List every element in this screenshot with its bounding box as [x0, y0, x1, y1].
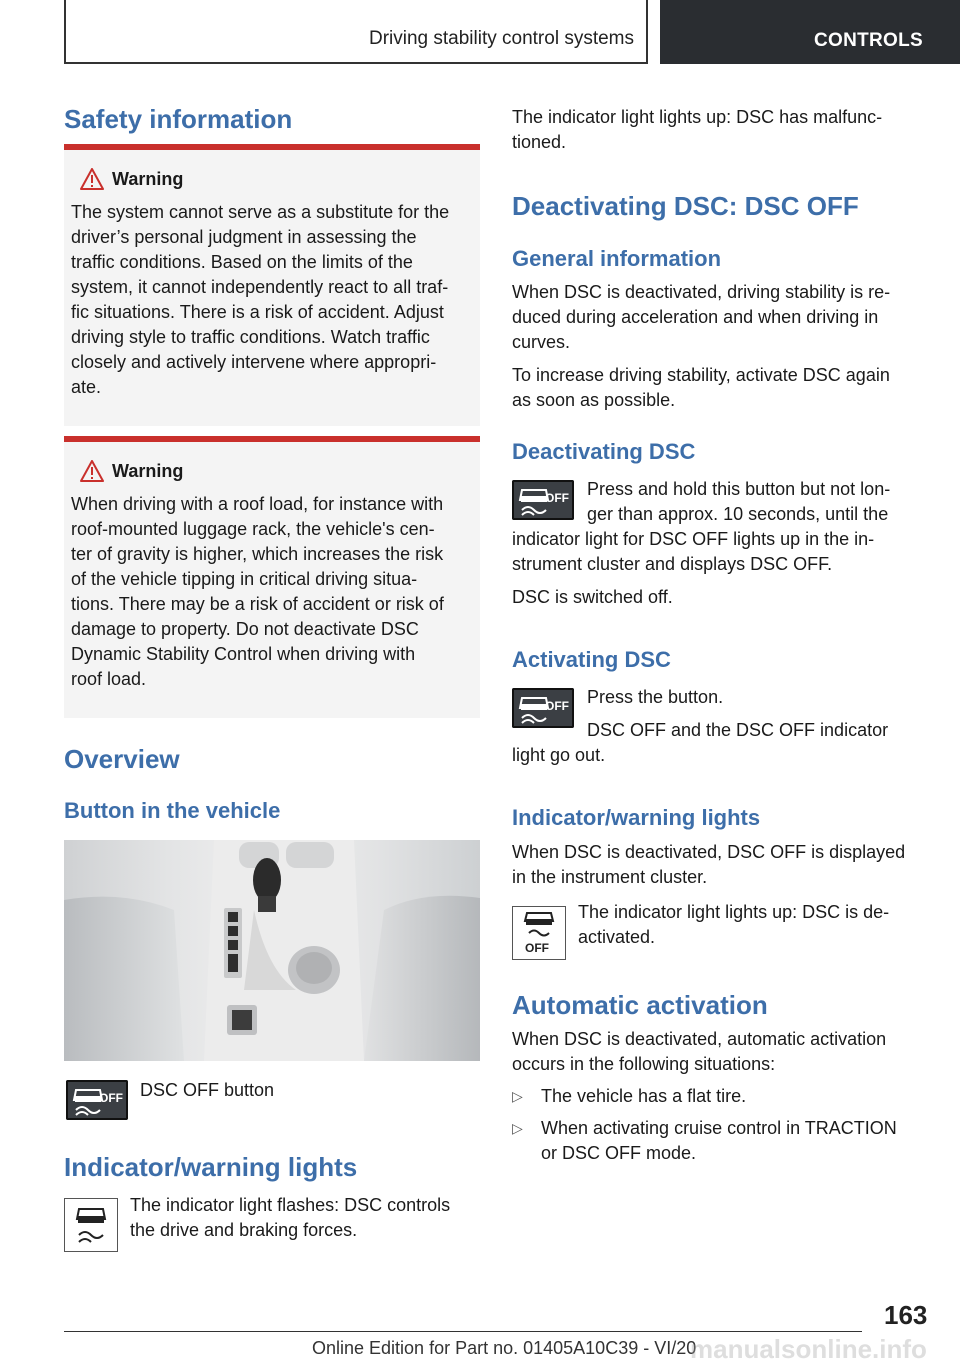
warning-label-2: Warning [112, 461, 184, 481]
warning1-line: driving style to traffic conditions. Watch traffic [71, 327, 430, 347]
ind-displayed-text [512, 840, 905, 890]
warning-box-1 [64, 144, 480, 426]
warning1-line: ate. [71, 377, 102, 397]
ind-line: When DSC is deactivated, DSC OFF is displayed [512, 842, 906, 862]
bullet-text: The vehicle has a flat tire. [541, 1086, 747, 1106]
bullet-line: When activating cruise control in TRACTION [541, 1118, 897, 1138]
dsc-off-button-icon [512, 688, 574, 728]
warning1-line: The system cannot serve as a substitute for the [71, 202, 450, 222]
deact-line: ger than approx. 10 seconds, until the [587, 504, 889, 524]
ind-line: in the instrument cluster. [512, 867, 708, 887]
indicator-line: the drive and braking forces. [130, 1220, 358, 1240]
ind2-line: activated. [578, 927, 656, 947]
indicator-flash-text [130, 1193, 450, 1243]
deact-line: Press and hold this button but not lon- [587, 479, 891, 499]
general-information-text [512, 280, 890, 355]
dsc-off-button-caption: DSC OFF button [140, 1080, 275, 1100]
deact-text-indented [587, 477, 890, 527]
intro-line: tioned. [512, 132, 567, 152]
bullet-line: or DSC OFF mode. [541, 1143, 697, 1163]
dsc-indicator-lamp-icon [64, 1198, 118, 1252]
indicator-heading-left: Indicator/warning lights [64, 1152, 358, 1182]
overview-heading: Overview [64, 744, 180, 774]
warning1-line: closely and actively intervene where appropri- [71, 352, 437, 372]
act-text-indented: DSC OFF and the DSC OFF indicator [587, 720, 889, 740]
ind2-line: The indicator light lights up: DSC is de- [578, 902, 890, 922]
general-information-heading: General information [512, 246, 722, 271]
warning2-line: roof-mounted luggage rack, the vehicle's cen- [71, 519, 435, 539]
ind-deactivated-text [578, 900, 889, 950]
dsc-switched-off-text: DSC is switched off. [512, 587, 673, 607]
bullet-text [541, 1116, 931, 1166]
warning-label-1: Warning [112, 169, 184, 189]
off-label: OFF [545, 491, 569, 505]
deact-text-full [512, 527, 874, 577]
warning1-line: traffic conditions. Based on the limits of the [71, 252, 413, 272]
header-section-tab [64, 0, 648, 64]
skidding-car-icon [65, 1199, 117, 1251]
section-title: Driving stability control systems [368, 28, 634, 49]
deactivating-dsc-heading: Deactivating DSC [512, 439, 696, 464]
warning2-line: tions. There may be a risk of accident or risk of [71, 594, 444, 614]
warning2-line: roof load. [71, 669, 147, 689]
warning-triangle-icon [80, 460, 104, 482]
warning2-line: damage to property. Do not deactivate DSC [71, 619, 419, 639]
warning-triangle-icon [80, 168, 104, 190]
automatic-activation-heading: Automatic activation [512, 990, 768, 1020]
increase-line: as soon as possible. [512, 390, 676, 410]
chapter-title: CONTROLS [814, 30, 924, 51]
increase-stability-text [512, 363, 890, 413]
watermark: manualsonline.info [690, 1334, 927, 1364]
warning2-line: Dynamic Stability Control when driving with [71, 644, 416, 664]
off-label: OFF [545, 699, 569, 713]
warning1-line: driver’s personal judgment in assessing the [71, 227, 417, 247]
dsc-off-indicator-lamp-icon [512, 906, 566, 960]
activating-dsc-heading: Activating DSC [512, 647, 671, 672]
off-label: OFF [99, 1091, 123, 1105]
warning-text-2 [71, 492, 476, 692]
warning-box-2 [64, 436, 480, 718]
automatic-activation-text [512, 1027, 886, 1077]
center-console-illustration [64, 840, 480, 1061]
warning2-line: of the vehicle tipping in critical driving situa- [71, 569, 418, 589]
press-button-text: Press the button. [587, 687, 724, 707]
general-line: duced during acceleration and when driving in [512, 307, 879, 327]
auto-line: When DSC is deactivated, automatic activation [512, 1029, 887, 1049]
warning2-line: When driving with a roof load, for instance with [71, 494, 444, 514]
warning2-line: ter of gravity is higher, which increases the risk [71, 544, 444, 564]
indicator-heading-right: Indicator/warning lights [512, 805, 761, 830]
deact-line: strument cluster and displays DSC OFF. [512, 554, 833, 574]
page-number: 163 [884, 1300, 928, 1330]
safety-heading: Safety information [64, 104, 293, 134]
button-in-vehicle-heading: Button in the vehicle [64, 798, 281, 823]
malfunction-text [512, 105, 882, 155]
deactivating-dsc-off-heading: Deactivating DSC: DSC OFF [512, 191, 859, 221]
footer-divider [64, 1331, 862, 1332]
general-line: When DSC is deactivated, driving stability is re- [512, 282, 891, 302]
center-console-photo [64, 840, 480, 1061]
warning-text-1 [71, 200, 476, 400]
deact-line: indicator light for DSC OFF lights up in the in- [512, 529, 875, 549]
dsc-off-button-icon [512, 480, 574, 520]
edition-text: Online Edition for Part no. 01405A10C39 - VI/20 [312, 1338, 697, 1358]
intro-line: The indicator light lights up: DSC has malfunc- [512, 107, 883, 127]
dsc-off-button-icon [66, 1080, 128, 1120]
act-text-full: light go out. [512, 745, 606, 765]
bullet-triangle-icon: ▷ [512, 1120, 523, 1136]
increase-line: To increase driving stability, activate DSC again [512, 365, 890, 385]
indicator-line: The indicator light flashes: DSC controls [130, 1195, 451, 1215]
warning1-line: fic situations. There is a risk of accident. Adjust [71, 302, 444, 322]
bullet-triangle-icon: ▷ [512, 1088, 523, 1104]
general-line: curves. [512, 332, 571, 352]
auto-line: occurs in the following situations: [512, 1054, 776, 1074]
off-label: OFF [525, 941, 549, 955]
skidding-car-icon [513, 907, 565, 943]
warning1-line: system, it cannot independently react to all traf- [71, 277, 449, 297]
header-chapter-tab [660, 0, 960, 64]
